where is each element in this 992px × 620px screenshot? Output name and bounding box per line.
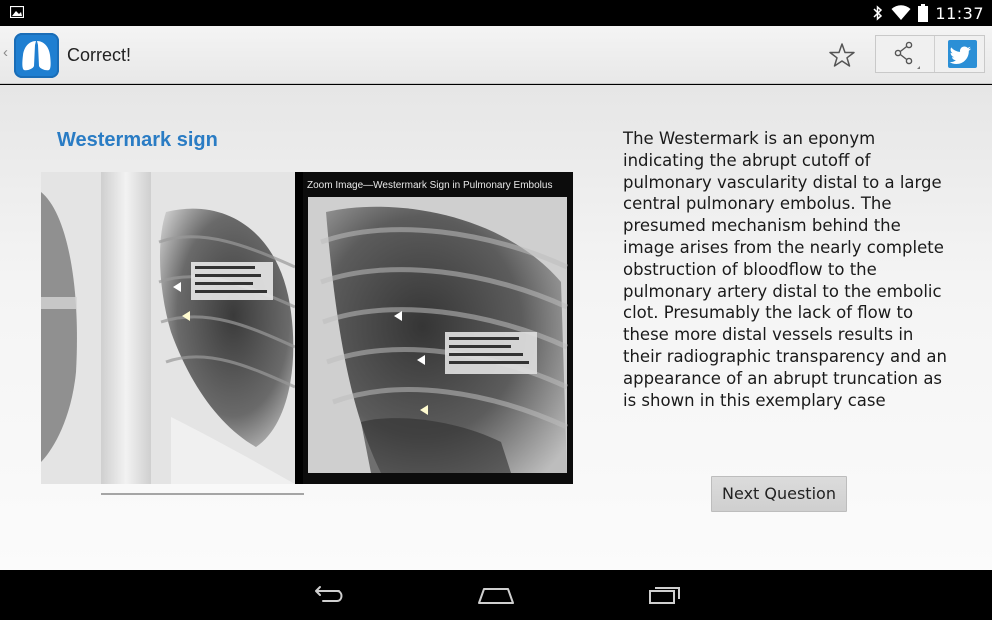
- home-icon[interactable]: [476, 584, 516, 606]
- wifi-icon: [891, 5, 911, 21]
- bluetooth-icon: [872, 5, 884, 21]
- xray-caption: Zoom Image—Westermark Sign in Pulmonary Embolus: [307, 180, 553, 191]
- xray-figure[interactable]: [41, 172, 573, 484]
- action-bar: [0, 26, 992, 84]
- status-time: 11:37: [935, 3, 984, 23]
- next-question-button[interactable]: Next Question: [711, 476, 847, 512]
- page-title: Correct!: [67, 45, 132, 65]
- content-area: [0, 85, 992, 570]
- share-group: [875, 35, 985, 73]
- star-icon[interactable]: [826, 40, 858, 70]
- status-icons: [872, 3, 984, 23]
- xray-left-panel: [41, 172, 295, 484]
- battery-icon: [918, 4, 928, 22]
- picture-notification-icon: [10, 6, 24, 18]
- recent-apps-icon[interactable]: [645, 584, 683, 606]
- section-title: Westermark sign: [57, 129, 218, 151]
- navigation-bar: [0, 570, 992, 620]
- image-scrollbar[interactable]: [101, 493, 304, 495]
- app-logo-icon[interactable]: [14, 33, 59, 78]
- share-icon[interactable]: [876, 36, 934, 72]
- back-caret-icon[interactable]: ‹: [3, 44, 8, 61]
- back-icon[interactable]: [309, 584, 347, 606]
- description-text: The Westermark is an eponym indicating the abrupt cutoff of pulmonary vascularity distal to a large central pulmonary embolus. The presumed mechanism behind the image arises from the nearly complete obstruction of bloodflow to the pulmonary artery distal to the embolic clot. Presumably the lack of flow to these more distal vessels results in their radiographic transparency and an appearance of an abrupt truncation as is shown in this exemplary case: [623, 129, 947, 410]
- twitter-icon[interactable]: [948, 40, 977, 68]
- status-bar: [0, 0, 992, 26]
- xray-right-panel: [303, 172, 573, 484]
- share-divider: [934, 36, 935, 72]
